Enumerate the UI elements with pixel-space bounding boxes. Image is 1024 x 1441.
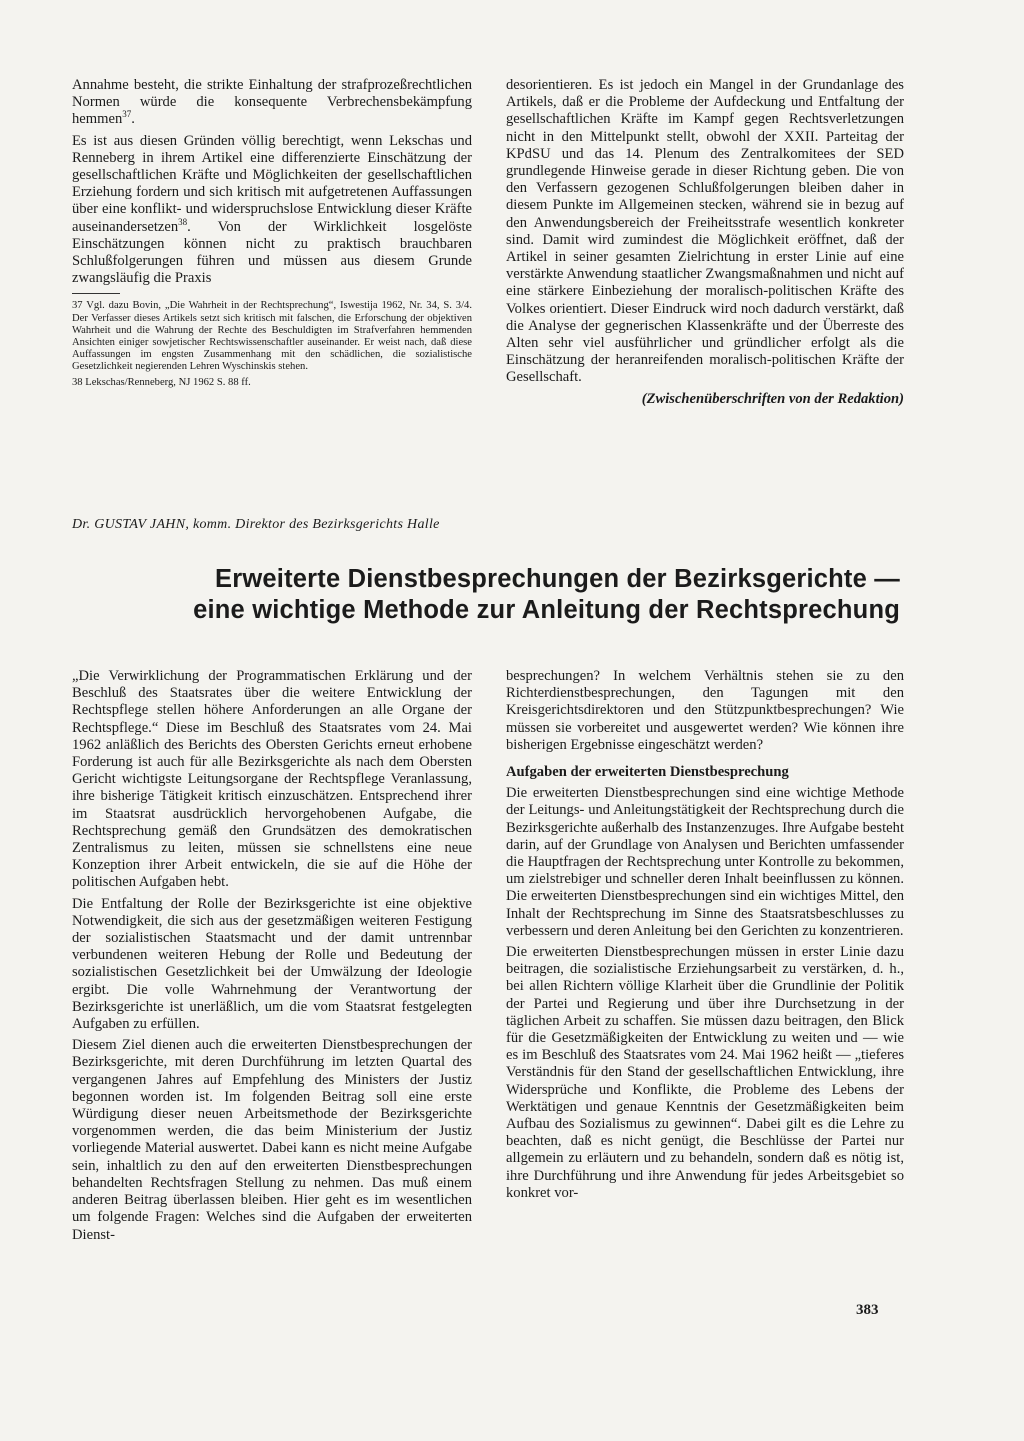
paragraph: Es ist aus diesen Gründen völlig berechtigt, wenn Lekschas und Renneberg in ihrem Artikel eine differenzierte Einschätzung der gesellschaftlichen Kräfte und Möglichkeiten der gesellschaftlichen Erziehung fordern und sich kritisch mit aufgetretenen Auffassungen über eine konflikt- und widerspruchslose Entwicklung dieser Kräfte auseinandersetzen$^{38}$. Von der Wirklichkeit losgelöste Einschätzungen können nicht zu praktisch brauchbaren Schlußfolgerungen führen und müssen aus diesem Grunde zwangsläufig die Praxis — [72, 132, 472, 287]
section-heading: Aufgaben der erweiterten Dienstbesprechung — [506, 764, 789, 781]
title-line: eine wichtige Methode zur Anleitung der Rechtsprechung — [193, 596, 900, 624]
paragraph: besprechungen? In welchem Verhältnis stehen sie zu den Richterdienstbesprechungen, den Tagungen mit den Kreisgerichtsdirektoren und den Stützpunktbesprechungen? Wie müssen sie vorbereitet und ausgewertet werden? Wie können ihre bisherigen Ergebnisse eingeschätzt werden? — [506, 668, 904, 753]
paragraph: Die Entfaltung der Rolle der Bezirksgerichte ist eine objektive Notwendigkeit, die sich aus der gesetzmäßigen weiteren Festigung der sozialistischen Staatsmacht und der damit untrennbar verbundenen weiteren Hebung der Rolle und Bedeutung der sozialistischen Gesetzlichkeit bei der Umwälzung der Ideologie ergibt. Die volle Wahrnehmung der Verantwortung der Bezirksgerichte ist unerläßlich, um die vom Staatsrat festgelegten Aufgaben zu erfüllen. — [72, 895, 472, 1033]
paragraph: desorientieren. Es ist jedoch ein Mangel in der Grundanlage des Artikels, daß er die Probleme der Aufdeckung und Entfaltung der gesellschaftlichen Kräfte im Kampf gegen Rechtsverletzungen nicht in den Mittelpunkt stellt, obwohl der XXII. Parteitag der KPdSU und das 14. Plenum des Zentralkomitees der SED grundlegende Hinweise gerade in dieser Richtung geben. Die von den Verfassern gezogenen Schlußfolgerungen bleiben daher in diesem Punkte im Allgemeinen stecken, während sie in bezug auf den Anwendungsbereich der Freiheitsstrafe wesentlich konkreter sind. Damit wird zumindest die Möglichkeit eröffnet, daß der Artikel in seiner gesamten Zielrichtung in erster Linie auf eine verstärkte Anwendung staatlicher Zwangsmaßnahmen und nicht auf eine stärkere Einbeziehung der moralisch-politischen Kräfte des Volkes orientiert. Dieser Eindruck wird noch dadurch verstärkt, daß die Analyse der gegnerischen Klassenkräfte und der Überreste des Alten sehr viel ausführlicher und gründlicher erfolgt als die Einschätzung der heranreifenden moralisch-politischen Kräfte der Gesellschaft. — [506, 77, 904, 386]
footnote: 37 Vgl. dazu Bovin, „Die Wahrheit in der Rechtsprechung“, Iswestija 1962, Nr. 34, S. 3/4. Der Verfasser dieses Artikels setzt sich kritisch mit falschen, die Erforschung der objektiven Wahrheit und die Wahrung der Rechte des Beschuldigten im Strafverfahren hemmenden Ansichten einiger sowjetischer Rechtswissenschaftler auseinander. Er weist nach, daß diese Auffassungen im engsten Zusammenhang mit den schädlichen, die sozialistische Gesetzlichkeit negierenden Lehren Wyschinskis stehen. — [72, 300, 472, 372]
footnote-divider — [72, 293, 120, 294]
paragraph: „Die Verwirklichung der Programmatischen Erklärung und der Beschluß des Staatsrates über die weitere Entwicklung der Rechtspflege stellen höhere Anforderungen an alle Organe der Rechtspflege.“ Diese im Beschluß des Staatsrates vom 24. Mai 1962 anläßlich des Berichts des Obersten Gerichts erneut erhobene Forderung ist auch für alle Bezirksgerichte als nach dem Obersten Gericht wichtigste Leitungsorgane der Rechtspflege Veranlassung, ihre bisherige Tätigkeit kritisch einzuschätzen. Entsprechend ihrer im Staatsrat ausdrücklich hervorgehobenen Aufgabe, die Rechtsprechung gemäß den Grundsätzen des demokratischen Zentralismus zu leiten, müssen sie schnellstens eine neue Konzeption ihrer Arbeit entwickeln, die sie auf die Höhe der politischen Aufgaben hebt. — [72, 668, 472, 891]
editorial-note: (Zwischenüberschriften von der Redaktion) — [641, 390, 904, 407]
bottom-right-column — [506, 668, 904, 1206]
footnote-ref: 38 — [178, 216, 188, 227]
paragraph: Die erweiterten Dienstbesprechungen müssen in erster Linie dazu beitragen, die sozialistische Erziehungsarbeit zu verstärken, d. h., bei allen Richtern völlige Klarheit über die Grundlinie der Politik der Partei und Regierung und über ihre Durchsetzung in der täglichen Arbeit zu schaffen. Sie müssen dazu beitragen, den Blick für die Gesetzmäßigkeiten der Entwicklung zu weiten und — wie es im Beschluß des Staatsrates vom 24. Mai 1962 heißt — „tieferes Verständnis für den Stand der gesellschaftlichen Entwicklung, ihre Widersprüche und Konflikte, die Probleme des Lebens der Werktätigen und genaue Kenntnis der Gesetzmäßigkeiten beim Aufbau des Sozialismus zu gewinnen“. Dabei gilt es die Lehre zu beachten, daß es nicht genügt, die Beschlüsse der Partei nur allgemein zu erläutern und zu behandeln, sondern daß es nötig ist, ihre Durchführung und ihre Anwendung für jedes Arbeitsgebiet so konkret vor- — [506, 944, 904, 1201]
author-byline: Dr. GUSTAV JAHN, komm. Direktor des Bezirksgerichts Halle — [72, 517, 440, 532]
bottom-left-column — [72, 668, 472, 1248]
paragraph: Annahme besteht, die strikte Einhaltung der strafprozeßrechtlichen Normen würde die konsequente Verbrechensbekämpfung hemmen$^{37}$. — [72, 77, 472, 128]
footnote-ref: 37 — [122, 109, 132, 120]
page-number: 383 — [856, 1302, 879, 1318]
top-right-column — [506, 77, 904, 408]
article-title — [72, 564, 900, 626]
title-line: Erweiterte Dienstbesprechungen der Bezirksgerichte — — [215, 565, 900, 593]
footnote: 38 Lekschas/Renneberg, NJ 1962 S. 88 ff. — [72, 377, 251, 388]
paragraph: Die erweiterten Dienstbesprechungen sind eine wichtige Methode der Leitungs- und Anleitungstätigkeit der Rechtsprechung durch die Bezirksgerichte außerhalb des Instanzenzuges. Ihre Aufgabe besteht darin, auf der Grundlage von Analysen und Berichten umfassender die Hauptfragen der Rechtsprechung unter Kontrolle zu bekommen, um zielstrebiger und schneller deren Inhalt beeinflussen zu können. Die erweiterten Dienstbesprechungen sind ein wichtiges Mittel, den Inhalt der Rechtsprechung im Sinne des Staatsratsbeschlusses zu verbessern und deren Anleitung bei den Gerichten zu konzentrieren. — [506, 785, 904, 939]
paragraph: Diesem Ziel dienen auch die erweiterten Dienstbesprechungen der Bezirksgerichte, mit deren Durchführung im letzten Quartal des vergangenen Jahres auf Empfehlung des Ministers der Justiz begonnen worden ist. Im folgenden Beitrag soll eine erste Würdigung dieser neuen Arbeitsmethode der Bezirksgerichte vorgenommen werden, die das beim Ministerium der Justiz vorliegende Material auswertet. Dabei kann es nicht meine Aufgabe sein, inhaltlich zu den auf den erweiterten Dienstbesprechungen behandelten Rechtsfragen Stellung zu nehmen. Das muß einem anderen Beitrag überlassen bleiben. Hier geht es im wesentlichen um folgende Fragen: Welches sind die Aufgaben der erweiterten Dienst- — [72, 1037, 472, 1243]
top-left-column — [72, 77, 472, 393]
